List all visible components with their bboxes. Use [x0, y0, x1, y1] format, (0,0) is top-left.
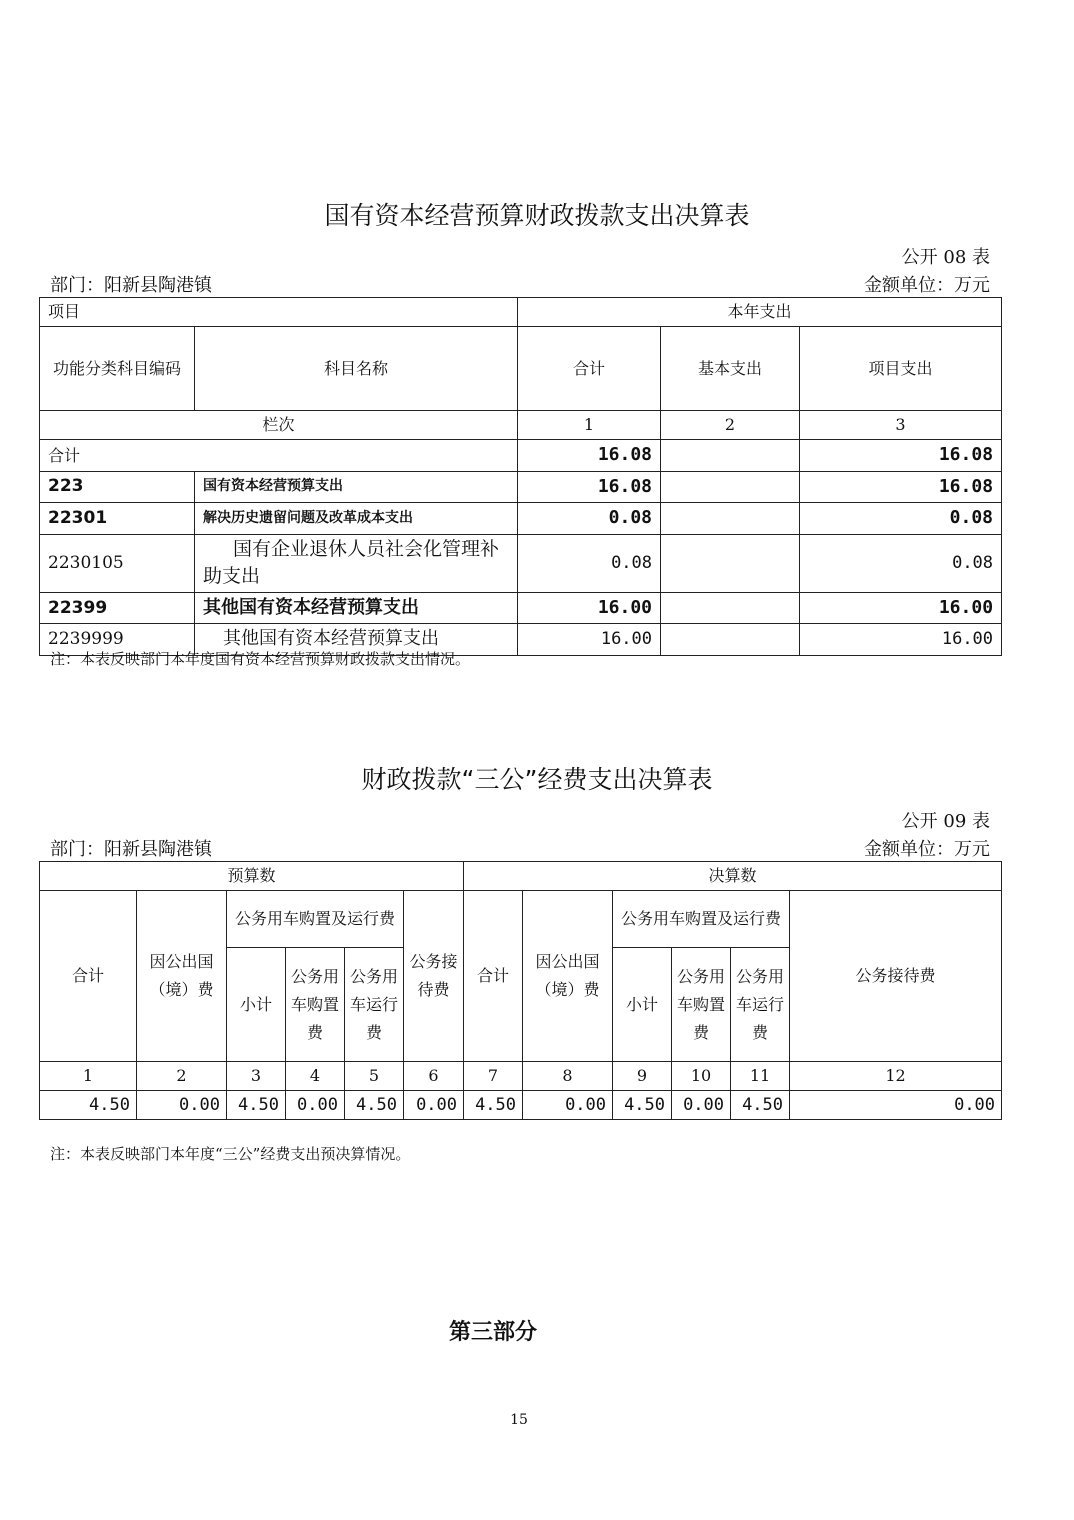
table-row	[40, 471, 1002, 503]
col-no: 8	[523, 1062, 613, 1091]
row-total: 16.00	[518, 592, 661, 624]
row-basic	[661, 624, 800, 656]
header-column-no: 栏次	[40, 411, 518, 440]
header-budget: 预算数	[40, 862, 464, 891]
table2	[39, 861, 1002, 1120]
total-label: 合计	[40, 440, 518, 472]
table1-column-no-row	[40, 411, 1002, 440]
header-total: 合计	[518, 327, 661, 411]
value-cell: 4.50	[731, 1091, 790, 1120]
value-cell: 4.50	[40, 1091, 137, 1120]
table1-header-row-1	[40, 298, 1002, 327]
row-code: 2239999	[40, 624, 195, 656]
budget-reception: 公务接待费	[404, 891, 464, 1062]
table2-note: 注：本表反映部门本年度“三公”经费支出预决算情况。	[50, 1145, 411, 1163]
table1-note: 注：本表反映部门本年度国有资本经营预算财政拨款支出情况。	[50, 650, 471, 668]
row-basic	[661, 503, 800, 535]
table2-code: 公开 09 表	[901, 811, 990, 832]
table1-dept: 部门：阳新县陶港镇	[50, 275, 212, 296]
header-subject-name: 科目名称	[195, 327, 518, 411]
col-no: 10	[672, 1062, 731, 1091]
table2-dept: 部门：阳新县陶港镇	[50, 839, 212, 860]
budget-total: 合计	[40, 891, 137, 1062]
col-no: 9	[613, 1062, 672, 1091]
value-cell: 4.50	[227, 1091, 286, 1120]
row-name: 其他国有资本经营预算支出	[195, 624, 518, 656]
row-total: 0.08	[518, 503, 661, 535]
row-basic	[661, 592, 800, 624]
row-name: 国有企业退休人员社会化管理补助支出	[195, 534, 518, 592]
row-name: 解决历史遗留问题及改革成本支出	[195, 503, 518, 535]
value-cell: 0.00	[404, 1091, 464, 1120]
table2-header-row-2	[40, 891, 1002, 948]
table2-unit: 金额单位：万元	[864, 839, 990, 860]
total-project: 16.08	[800, 440, 1002, 472]
row-code: 223	[40, 471, 195, 503]
total-amount: 16.08	[518, 440, 661, 472]
header-col2: 2	[661, 411, 800, 440]
section-title: 第三部分	[448, 1320, 537, 1345]
col-no: 12	[790, 1062, 1002, 1091]
header-current-year: 本年支出	[518, 298, 1002, 327]
row-total: 16.08	[518, 471, 661, 503]
col-no: 2	[137, 1062, 227, 1091]
row-code: 2230105	[40, 534, 195, 592]
row-project: 16.00	[800, 624, 1002, 656]
col-no: 5	[345, 1062, 404, 1091]
header-item: 项目	[40, 298, 518, 327]
value-cell: 0.00	[672, 1091, 731, 1120]
final-total: 合计	[464, 891, 523, 1062]
col-no: 4	[286, 1062, 345, 1091]
page-number: 15	[510, 1412, 528, 1428]
value-cell: 0.00	[790, 1091, 1002, 1120]
table2-column-no-row	[40, 1062, 1002, 1091]
final-vehicle: 公务用车购置及运行费	[613, 891, 790, 948]
table1-header-row-2	[40, 327, 1002, 411]
table-row	[40, 534, 1002, 592]
col-no: 7	[464, 1062, 523, 1091]
table2-title: 财政拨款“三公”经费支出决算表	[361, 765, 713, 794]
row-name: 国有资本经营预算支出	[195, 471, 518, 503]
row-project: 16.00	[800, 592, 1002, 624]
value-cell: 0.00	[137, 1091, 227, 1120]
row-project: 0.08	[800, 534, 1002, 592]
header-basic: 基本支出	[661, 327, 800, 411]
col-no: 1	[40, 1062, 137, 1091]
header-col3: 3	[800, 411, 1002, 440]
value-cell: 4.50	[345, 1091, 404, 1120]
row-project: 0.08	[800, 503, 1002, 535]
final-reception: 公务接待费	[790, 891, 1002, 1062]
row-total: 16.00	[518, 624, 661, 656]
table1-meta	[50, 271, 990, 297]
table1-unit: 金额单位：万元	[864, 275, 990, 296]
final-abroad: 因公出国（境）费	[523, 891, 613, 1062]
col-no: 3	[227, 1062, 286, 1091]
col-no: 6	[404, 1062, 464, 1091]
final-subtotal: 小计	[613, 948, 672, 1062]
row-project: 16.08	[800, 471, 1002, 503]
table1-code: 公开 08 表	[901, 247, 990, 268]
table1-total-row	[40, 440, 1002, 472]
header-project: 项目支出	[800, 327, 1002, 411]
budget-subtotal: 小计	[227, 948, 286, 1062]
final-vehicle-purchase: 公务用车购置费	[672, 948, 731, 1062]
value-cell: 4.50	[464, 1091, 523, 1120]
final-vehicle-operation: 公务用车运行费	[731, 948, 790, 1062]
header-final: 决算数	[464, 862, 1002, 891]
table2-values-row	[40, 1091, 1002, 1120]
table-row	[40, 592, 1002, 624]
col-no: 11	[731, 1062, 790, 1091]
row-total: 0.08	[518, 534, 661, 592]
table2-header-row-1	[40, 862, 1002, 891]
table-row	[40, 503, 1002, 535]
value-cell: 4.50	[613, 1091, 672, 1120]
header-col1: 1	[518, 411, 661, 440]
budget-vehicle-purchase: 公务用车购置费	[286, 948, 345, 1062]
header-func-code: 功能分类科目编码	[40, 327, 195, 411]
row-name: 其他国有资本经营预算支出	[195, 592, 518, 624]
budget-abroad: 因公出国（境）费	[137, 891, 227, 1062]
table2-meta	[50, 835, 990, 861]
table1	[39, 297, 1002, 656]
total-basic	[661, 440, 800, 472]
budget-vehicle: 公务用车购置及运行费	[227, 891, 404, 948]
value-cell: 0.00	[286, 1091, 345, 1120]
row-basic	[661, 534, 800, 592]
row-basic	[661, 471, 800, 503]
budget-vehicle-operation: 公务用车运行费	[345, 948, 404, 1062]
table1-title: 国有资本经营预算财政拨款支出决算表	[324, 201, 750, 230]
row-code: 22399	[40, 592, 195, 624]
value-cell: 0.00	[523, 1091, 613, 1120]
row-code: 22301	[40, 503, 195, 535]
